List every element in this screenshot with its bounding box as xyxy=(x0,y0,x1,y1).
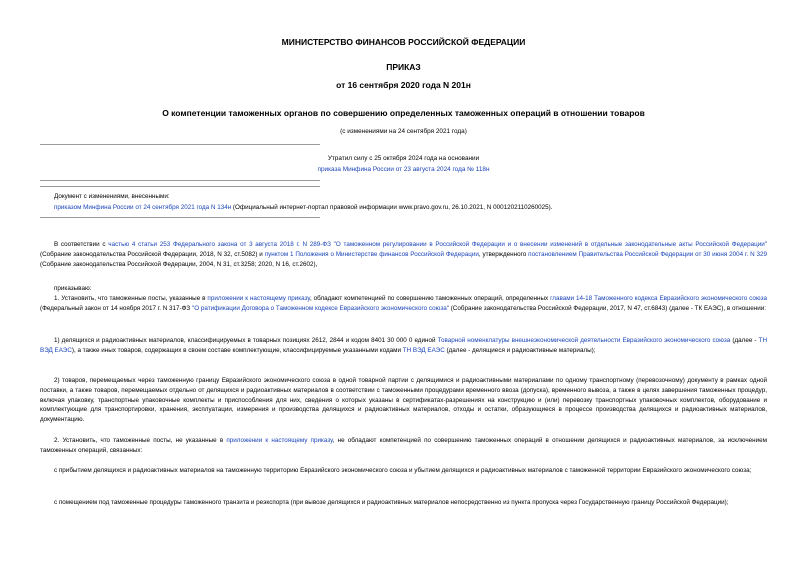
repeal-order-link[interactable]: приказа Минфина России от 23 августа 2024 года № 118н xyxy=(317,166,490,173)
ministry-heading: МИНИСТЕРСТВО ФИНАНСОВ РОССИЙСКОЙ ФЕДЕРАЦИИ xyxy=(281,37,526,47)
customs-code-chapters-link[interactable]: главами 14-18 Таможенного кодекса Евразийского экономического союза xyxy=(550,295,767,302)
tn-ved-nomenclature-link[interactable]: Товарной номенклатуры внешнеэкономической деятельности Евразийского экономического союза xyxy=(437,337,731,344)
tn-ved-link[interactable]: ТН ВЭД ЕАЭС xyxy=(402,346,445,354)
preamble-paragraph: В соответствии с частью 4 статьи 253 Федерального закона от 3 августа 2018 г. N 289-ФЗ "О таможенном регулировании в Российской Федерации и о внесении изменений в отдельные законодательные акты Российской Федерации" (Собрание законодательства Российской Федерации, 2018, N 32, ст.5082) и пунктом 1 Положения о Министерстве финансов Российской Федерации, утвержденного постановлением Правительства Российской Федерации от 30 июня 2004 г. N 329 (Собрание законодательства Российской Федерации, 2004, N 31, ст.3258; 2020, N 16, ст.2602), xyxy=(40,241,768,268)
appendix-link[interactable]: приложении к настоящему приказу xyxy=(226,437,333,444)
divider xyxy=(40,180,320,181)
date-number-heading: от 16 сентября 2020 года N 201н xyxy=(336,80,471,90)
government-resolution-link[interactable]: постановлением Правительства Российской Федерации от 30 июня 2004 г. N 329 xyxy=(528,250,768,258)
divider xyxy=(40,217,320,218)
doc-type-heading: ПРИКАЗ xyxy=(386,62,421,72)
amendment-order-link[interactable]: приказом Минфина России от 24 сентября 2021 года N 134н xyxy=(54,204,232,211)
item-1-subitem-1: 1) делящихся и радиоактивных материалов, классифицируемых в товарных позициях 2612, 2844 и кодом 8401 30 000 0 единой Товарной номенклатуры внешнеэкономической деятельности Евразийского экономического союза (далее - ТН ВЭД ЕАЭС), а также иных товаров, содержащих в своем составе комплектующие, классифицируемые указанными кодами ТН ВЭД ЕАЭС (далее - делящиеся и радиоактивные материалы); xyxy=(40,337,768,354)
minfin-regulation-link[interactable]: пунктом 1 Положения о Министерстве финансов Российской Федерации xyxy=(264,250,479,258)
tn-ved-link[interactable]: ТН ВЭД ЕАЭС xyxy=(40,337,768,354)
item-2-transit-clause: с помещением под таможенные процедуры таможенного транзита и реэкспорта (при вывозе делящихся и радиоактивных материалов непосредственно из пункта пропуска через Государственную границу Российской Федерации); xyxy=(54,499,729,506)
item-1-subitem-2: 2) товаров, перемещаемых через таможенную границу Евразийского экономического союза в одной товарной партии с делящимися и радиоактивными материалами по одному транспортному (перевозочному) документу в рамках одной поставки, а также товаров, перемещаемых отдельно от делящихся и радиоактивных материалов в соответствии с таможенными процедурами временного ввоза (допуска), временного вывоза, а также в целях завершения таможенных процедур, включая упаковку, транспортные упаковочные комплекты и приспособления для них, сведения о которых указаны в сертификатах-разрешениях на конструкцию и (или) перевозку транспортных упаковочных комплектов, оборудование и комплектующие для транспортировки, хранения, эксплуатации, измерения и производства делящихся и радиоактивных материалов, отходы и остатки, образующиеся в процессе производства делящихся и радиоактивных материалов, документацию. xyxy=(40,377,767,424)
amendment-source: (Официальный интернет-портал правовой информации www.pravo.gov.ru, 26.10.2021, N 0001202110260025). xyxy=(231,204,553,211)
order-word: приказываю: xyxy=(54,285,92,292)
amendments-row xyxy=(54,203,553,212)
divider xyxy=(40,144,320,145)
item-2: 2. Установить, что таможенные посты, не указанные в приложении к настоящему приказу, не обладают компетенцией по совершению таможенных операций в отношении делящихся и радиоактивных материалов, за исключением таможенных операций, связанных: xyxy=(40,437,767,454)
repeal-link-row xyxy=(0,166,807,173)
ratification-law-link[interactable]: "О ратификации Договора о Таможенном кодексе Евразийского экономического союза" xyxy=(191,304,449,312)
revision-note: (с изменениями на 24 сентября 2021 года) xyxy=(340,128,467,135)
appendix-link[interactable]: приложении к настоящему приказу xyxy=(207,295,310,302)
divider xyxy=(40,186,320,187)
item-2-arrival-clause: с прибытием делящихся и радиоактивных материалов на таможенную территорию Евразийского экономического союза и убытием делящихся и радиоактивных материалов с таможенной территории Евразийского экономического союза; xyxy=(54,467,752,474)
repeal-status: Утратил силу с 25 октября 2024 года на основании xyxy=(327,155,480,162)
amendments-label: Документ с изменениями, внесенными: xyxy=(54,193,170,200)
subject-heading: О компетенции таможенных органов по совершению определенных таможенных операций в отношении товаров xyxy=(162,108,645,118)
law-289fz-link[interactable]: частью 4 статьи 253 Федерального закона от 3 августа 2018 г. N 289-ФЗ "О таможенном регулировании в Российской Федерации и о внесении изменений в отдельные законодательные акты Российской Федерации" xyxy=(108,241,767,248)
item-1: 1. Установить, что таможенные посты, указанные в приложении к настоящему приказу, обладают компетенцией по совершению таможенных операций, определенных главами 14-18 Таможенного кодекса Евразийского экономического союза (Федеральный закон от 14 ноября 2017 г. N 317-ФЗ "О ратификации Договора о Таможенном кодексе Евразийского экономического союза" (Собрание законодательства Российской Федерации, 2017, N 47, ст.6843) (далее - ТК ЕАЭС), в отношении: xyxy=(40,295,767,312)
